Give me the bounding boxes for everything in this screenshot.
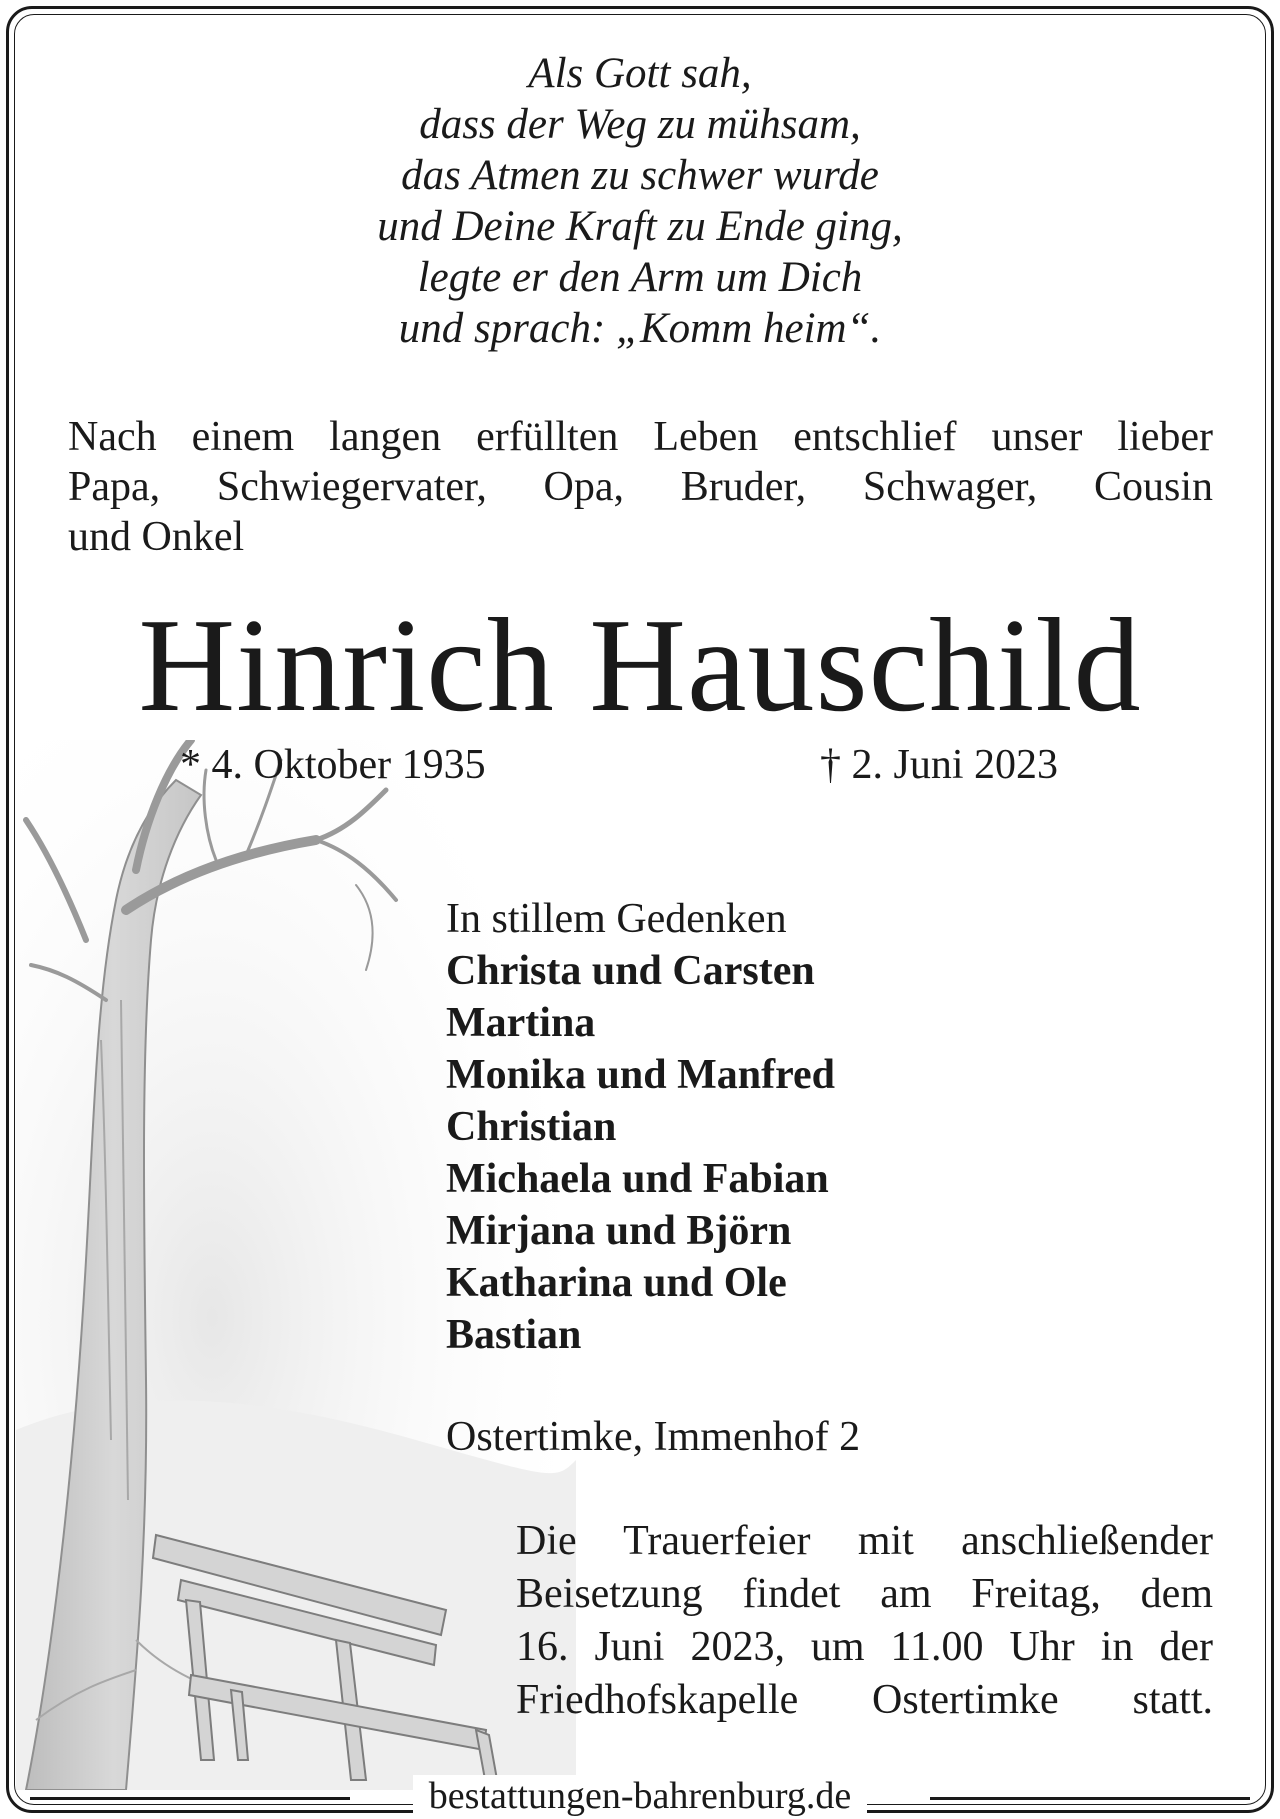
funeral-line: Friedhofskapelle Ostertimke statt. — [516, 1677, 1213, 1723]
mourner-name: Michaela und Fabian — [446, 1156, 829, 1202]
birth-date: * 4. Oktober 1935 — [180, 742, 486, 788]
funeral-line: 16. Juni 2023, um 11.00 Uhr in der — [516, 1624, 1213, 1670]
address: Ostertimke, Immenhof 2 — [446, 1414, 861, 1460]
mourners-list — [446, 893, 835, 1361]
death-date: † 2. Juni 2023 — [820, 742, 1059, 788]
deceased-name: Hinrich Hauschild — [138, 591, 1142, 739]
footer — [0, 1774, 1280, 1818]
poem-line: Als Gott sah, — [528, 50, 752, 97]
poem-line: und sprach: „Komm heim“. — [398, 305, 882, 352]
intro-line: und Onkel — [68, 514, 245, 560]
funeral-notice — [516, 1515, 1213, 1727]
poem-line: und Deine Kraft zu Ende ging, — [377, 203, 903, 250]
intro-text — [68, 412, 1213, 562]
poem-line: das Atmen zu schwer wurde — [401, 152, 879, 199]
poem-line: legte er den Arm um Dich — [417, 254, 863, 301]
mourner-name: Mirjana und Björn — [446, 1208, 792, 1254]
mourners-intro: In stillem Gedenken — [446, 896, 787, 942]
mourner-name: Christa und Carsten — [446, 948, 815, 994]
mourner-name: Martina — [446, 1000, 596, 1046]
intro-line: Nach einem langen erfüllten Leben entschlief unser lieber — [68, 414, 1213, 460]
funeral-line: Die Trauerfeier mit anschließender — [516, 1518, 1213, 1564]
funeral-line: Beisetzung findet am Freitag, dem — [516, 1571, 1213, 1617]
footer-url[interactable]: bestattungen-bahrenburg.de — [413, 1775, 867, 1817]
mourner-name: Monika und Manfred — [446, 1052, 835, 1098]
mourner-name: Bastian — [446, 1312, 582, 1358]
intro-line: Papa, Schwiegervater, Opa, Bruder, Schwager, Cousin — [68, 464, 1213, 510]
mourner-name: Katharina und Ole — [446, 1260, 787, 1306]
poem-line: dass der Weg zu mühsam, — [419, 101, 861, 148]
poem — [0, 48, 1280, 354]
mourner-name: Christian — [446, 1104, 617, 1150]
